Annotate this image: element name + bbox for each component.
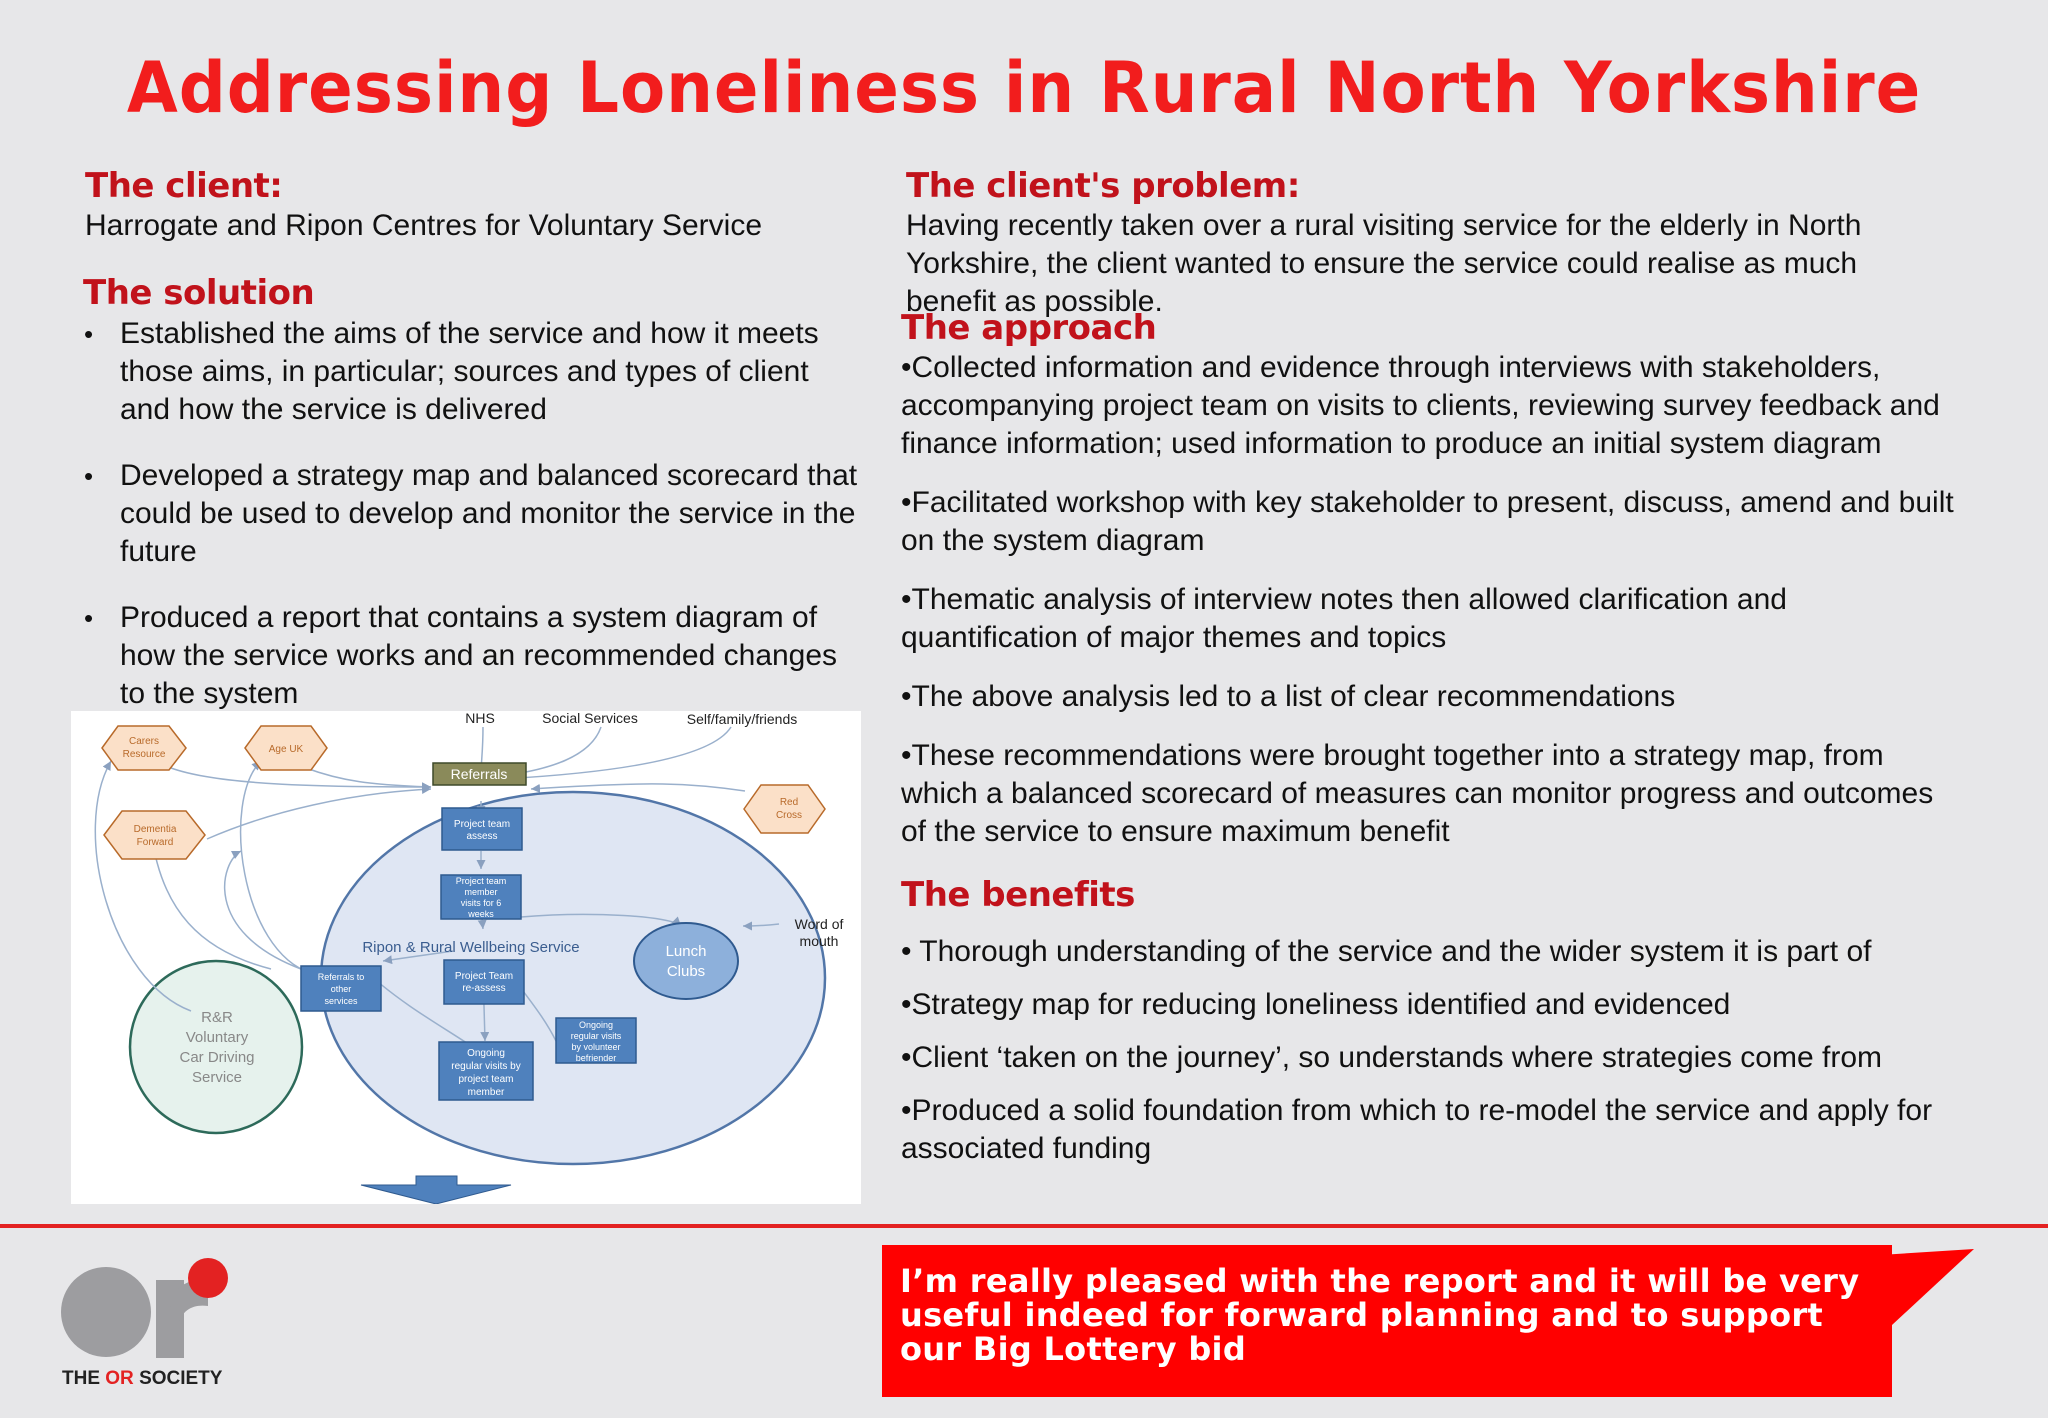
age-uk-hexagon	[245, 726, 327, 770]
list-item: •Produced a solid foundation from which to re-model the service and apply for associated funding	[901, 1094, 1933, 1165]
client-text: Harrogate and Ripon Centres for Voluntary Service	[85, 209, 763, 242]
svg-text:member: member	[467, 1087, 505, 1098]
speech-tail-icon	[1880, 1245, 1980, 1335]
problem-heading: The client's problem:	[906, 166, 1300, 206]
poster-title: Addressing Loneliness in Rural North Yorkshire	[126, 47, 1922, 129]
svg-text:by volunteer: by volunteer	[571, 1042, 621, 1052]
svg-text:Ongoing: Ongoing	[578, 1020, 614, 1030]
system-diagram	[71, 711, 861, 1204]
testimonial-quote: I’m really pleased with the report and it will be very useful indeed for forward planning and to support our Big Lottery bid	[900, 1262, 1860, 1368]
svg-text:Project team: Project team	[453, 819, 511, 830]
logo-caption: THE OR SOCIETY	[62, 1368, 223, 1389]
svg-text:befriender: befriender	[575, 1053, 617, 1063]
svg-text:R&R: R&R	[201, 1009, 233, 1026]
list-item: • Established the aims of the service and how it meets those aims, in particular; sources and types of client and how the service is delivered	[84, 315, 864, 429]
service-name-label: Ripon & Rural Wellbeing Service	[362, 939, 580, 956]
approach-list	[901, 349, 1961, 872]
svg-text:Project team: Project team	[455, 876, 507, 886]
project-team-reassess-box	[444, 960, 524, 1004]
svg-text:Referrals to: Referrals to	[317, 972, 365, 982]
svg-text:other: other	[330, 984, 352, 994]
word-of-mouth-label-2: mouth	[799, 933, 839, 949]
svg-text:Resource: Resource	[122, 749, 166, 760]
svg-text:regular visits by: regular visits by	[451, 1061, 521, 1072]
svg-text:Dementia: Dementia	[133, 824, 177, 835]
list-item: •Client ‘taken on the journey’, so understands where strategies come from	[901, 1041, 1883, 1074]
red-cross-hexagon	[744, 785, 825, 833]
solution-heading: The solution	[83, 273, 315, 313]
svg-text:Carers: Carers	[128, 736, 160, 747]
svg-text:Referrals: Referrals	[450, 766, 508, 782]
referrals-box	[433, 763, 526, 785]
benefits-list	[901, 933, 1961, 1183]
self-family-label: Self/family/friends	[686, 711, 798, 727]
svg-text:Voluntary: Voluntary	[185, 1029, 249, 1046]
solution-list	[84, 315, 864, 741]
problem-text: Having recently taken over a rural visiting service for the elderly in North Yorkshire, the client wanted to ensure the service could realise as much benefit as possible.	[906, 209, 1862, 318]
carers-resource-hexagon	[102, 726, 186, 770]
svg-text:visits for 6: visits for 6	[460, 898, 502, 908]
project-team-visits-box	[441, 875, 521, 919]
or-society-logo	[58, 1250, 238, 1365]
list-item: •Thematic analysis of interview notes then allowed clarification and quantification of major themes and topics	[901, 583, 1787, 654]
rr-voluntary-circle	[130, 961, 302, 1133]
svg-text:Ongoing: Ongoing	[467, 1048, 505, 1059]
svg-text:Forward: Forward	[136, 837, 174, 848]
svg-text:Service: Service	[191, 1069, 243, 1086]
list-item: •Collected information and evidence through interviews with stakeholders, accompanying project team on visits to clients, reviewing survey feedback and finance information; used information to produce an initial system diagram	[901, 351, 1940, 460]
service-ellipse	[321, 792, 825, 1164]
list-item: •Facilitated workshop with key stakeholder to present, discuss, amend and built on the system diagram	[901, 486, 1954, 557]
svg-text:regular visits: regular visits	[570, 1031, 622, 1041]
benefits-heading: The benefits	[901, 875, 1135, 915]
list-item: •Strategy map for reducing loneliness identified and evidenced	[901, 988, 1731, 1021]
referrals-other-box	[301, 966, 381, 1011]
svg-text:Project Team: Project Team	[454, 971, 514, 982]
down-arrow-icon	[361, 1176, 511, 1204]
approach-heading: The approach	[901, 308, 1157, 348]
ongoing-team-box	[439, 1042, 533, 1100]
svg-text:Cross: Cross	[775, 810, 803, 821]
word-of-mouth-label: Word of	[794, 916, 844, 932]
svg-text:project team: project team	[458, 1074, 514, 1085]
list-item: •The above analysis led to a list of clear recommendations	[901, 680, 1676, 713]
list-item: • Thorough understanding of the service and the wider system it is part of	[901, 935, 1872, 968]
svg-text:services: services	[324, 996, 358, 1006]
svg-text:re-assess: re-assess	[462, 983, 506, 994]
project-team-assess-box	[442, 808, 522, 850]
list-item: • Developed a strategy map and balanced scorecard that could be used to develop and monitor the service in the future	[84, 457, 864, 571]
svg-text:Red: Red	[779, 797, 799, 808]
or-logo-icon	[58, 1250, 238, 1365]
svg-text:Car Driving: Car Driving	[179, 1049, 255, 1066]
client-heading: The client:	[85, 166, 283, 206]
svg-text:Age UK: Age UK	[268, 744, 304, 755]
divider-line	[0, 1224, 2048, 1228]
ongoing-volunteer-box	[556, 1018, 636, 1063]
nhs-label: NHS	[465, 711, 495, 726]
list-item: • Produced a report that contains a system diagram of how the service works and an recommended changes to the system	[84, 599, 864, 713]
svg-text:weeks: weeks	[468, 909, 494, 919]
svg-text:Lunch: Lunch	[665, 943, 707, 960]
svg-text:assess: assess	[466, 831, 498, 842]
social-services-label: Social Services	[542, 711, 638, 726]
list-item: •These recommendations were brought together into a strategy map, from which a balanced scorecard of measures can monitor progress and outcomes of the service to ensure maximum benefit	[901, 739, 1934, 848]
dementia-forward-hexagon	[104, 811, 205, 859]
svg-text:Clubs: Clubs	[666, 963, 706, 980]
svg-text:member: member	[464, 887, 498, 897]
lunch-clubs-circle	[634, 923, 738, 999]
